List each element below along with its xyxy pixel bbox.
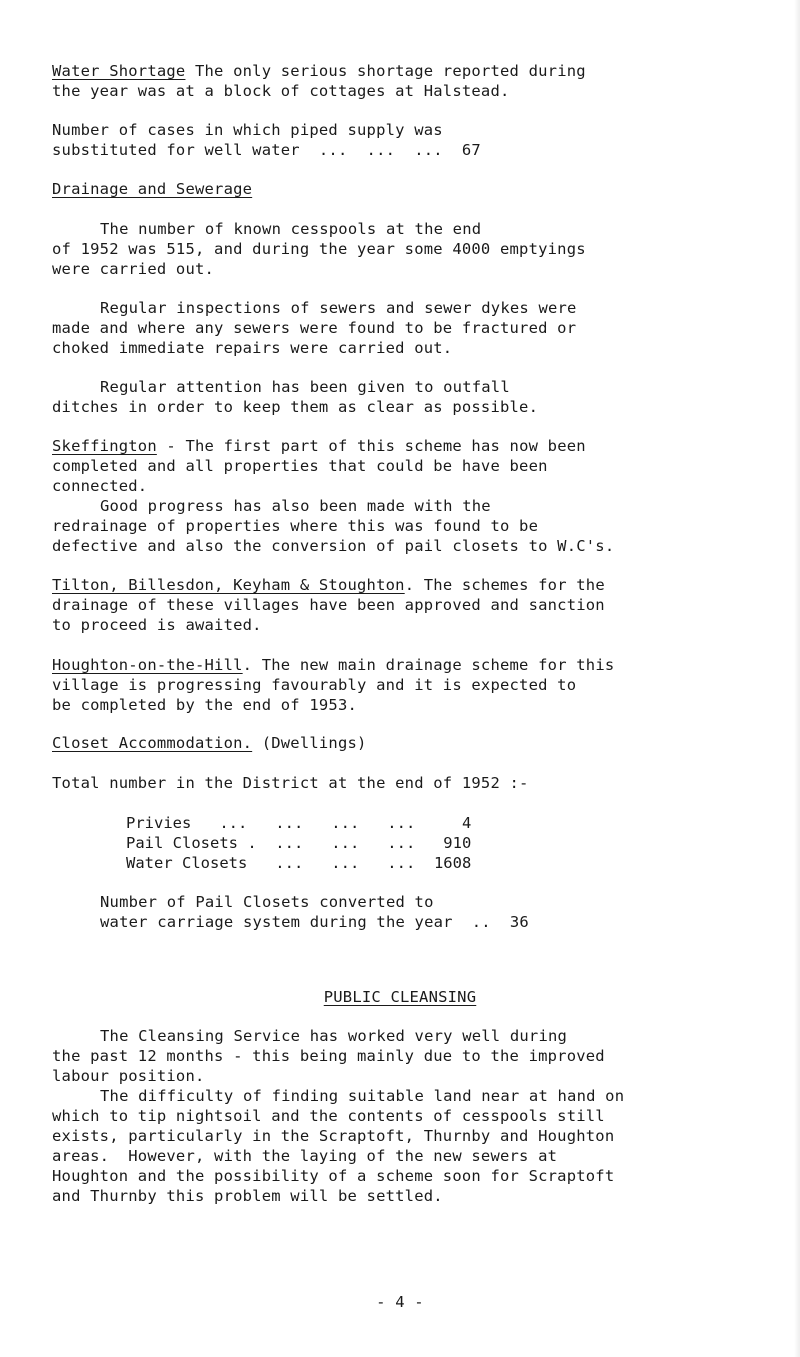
water-shortage-heading: Water Shortage [52, 62, 186, 80]
closet-subheading: (Dwellings) [252, 734, 367, 752]
tilton-heading: Tilton, Billesdon, Keyham & Stoughton [52, 576, 405, 594]
closet-row-pail [126, 834, 471, 852]
closet-converted-l1: Number of Pail Closets converted to [100, 893, 434, 911]
piped-supply-line-1: Number of cases in which piped supply was [52, 121, 443, 139]
closet-row-label: Privies ... ... ... ... [126, 814, 416, 832]
cleansing-l6: exists, particularly in the Scraptoft, Thurnby and Houghton [52, 1127, 615, 1145]
skeffington-l3: connected. [52, 477, 148, 495]
houghton-heading: Houghton-on-the-Hill [52, 656, 243, 674]
skeffington-l5: redrainage of properties where this was found to be [52, 517, 539, 535]
closet-row-value: 4 [461, 814, 472, 832]
cleansing-l1: The Cleansing Service has worked very well during [100, 1027, 568, 1045]
cleansing-l3: labour position. [52, 1067, 205, 1085]
cleansing-l2: the past 12 months - this being mainly due to the improved [52, 1047, 605, 1065]
closet-converted-l2: water carriage system during the year .. 36 [100, 913, 529, 931]
closet-total-line: Total number in the District at the end of 1952 :- [52, 774, 529, 792]
drainage-heading: Drainage and Sewerage [52, 180, 253, 198]
skeffington-line-1 [52, 437, 586, 455]
drainage-p1-l1: The number of known cesspools at the end [100, 220, 482, 238]
drainage-p1-l3: were carried out. [52, 260, 215, 278]
water-shortage-text-2: the year was at a block of cottages at Halstead. [52, 82, 510, 100]
water-shortage-text: The only serious shortage reported during [185, 62, 586, 80]
skeffington-heading: Skeffington [52, 437, 157, 455]
drainage-p3-l1: Regular attention has been given to outfall [100, 378, 510, 396]
skeffington-l4: Good progress has also been made with the [100, 497, 491, 515]
cleansing-l9: and Thurnby this problem will be settled. [52, 1187, 443, 1205]
houghton-line-1 [52, 656, 614, 674]
tilton-text: . The schemes for the [404, 576, 605, 594]
tilton-l2: drainage of these villages have been approved and sanction [52, 596, 605, 614]
drainage-p1-l2: of 1952 was 515, and during the year some 4000 emptyings [52, 240, 586, 258]
houghton-l3: be completed by the end of 1953. [52, 696, 358, 714]
houghton-l2: village is progressing favourably and it is expected to [52, 676, 577, 694]
closet-row-label: Pail Closets . ... ... ... [126, 834, 416, 852]
skeffington-text: - The first part of this scheme has now been [156, 437, 586, 455]
drainage-p2-l2: made and where any sewers were found to be fractured or [52, 319, 577, 337]
closet-row-label: Water Closets ... ... ... [126, 854, 416, 872]
drainage-p2-l3: choked immediate repairs were carried out. [52, 339, 453, 357]
cleansing-heading: PUBLIC CLEANSING [323, 988, 477, 1006]
cleansing-l7: areas. However, with the laying of the new sewers at [52, 1147, 558, 1165]
page-number: - 4 - [376, 1293, 424, 1311]
closet-row-value: 910 [443, 834, 472, 852]
closet-heading: Closet Accommodation. [52, 734, 253, 752]
water-shortage-line [52, 62, 586, 80]
closet-row-value: 1608 [433, 854, 472, 872]
page-edge-shadow [794, 0, 800, 1357]
houghton-text: . The new main drainage scheme for this [242, 656, 615, 674]
skeffington-l6: defective and also the conversion of pail closets to W.C's. [52, 537, 615, 555]
cleansing-l8: Houghton and the possibility of a scheme soon for Scraptoft [52, 1167, 615, 1185]
cleansing-l5: which to tip nightsoil and the contents of cesspools still [52, 1107, 605, 1125]
tilton-l3: to proceed is awaited. [52, 616, 262, 634]
cleansing-l4: The difficulty of finding suitable land near at hand on [100, 1087, 625, 1105]
closet-row-water [126, 854, 471, 872]
piped-supply-line-2: substituted for well water ... ... ... 67 [52, 141, 481, 159]
closet-line [52, 734, 367, 752]
closet-row-privies [126, 814, 471, 832]
drainage-p2-l1: Regular inspections of sewers and sewer dykes were [100, 299, 577, 317]
drainage-p3-l2: ditches in order to keep them as clear as possible. [52, 398, 539, 416]
tilton-line-1 [52, 576, 605, 594]
skeffington-l2: completed and all properties that could be have been [52, 457, 548, 475]
